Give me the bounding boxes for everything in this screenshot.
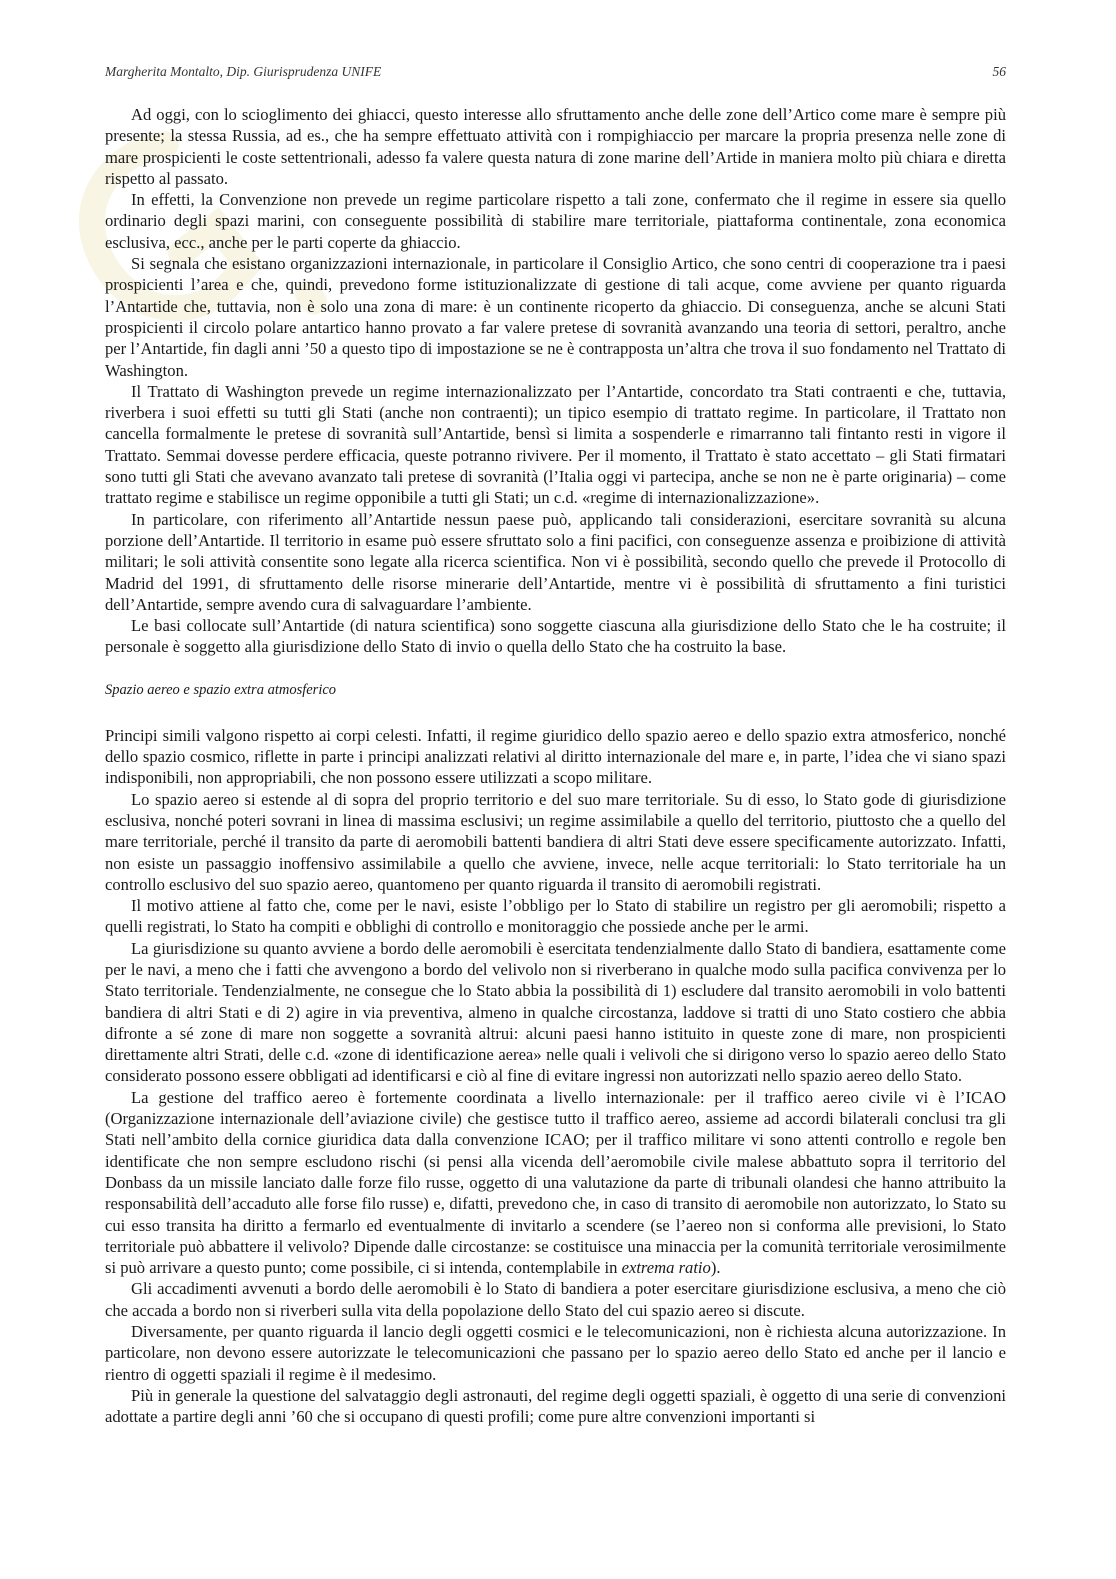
paragraph: In particolare, con riferimento all’Antartide nessun paese può, applicando tali considerazioni, esercitare sovranità su alcuna porzione dell’Antartide. Il territorio in esame può essere sfruttato solo a fini pacifici, con conseguenze assenza e proibizione di attività militari; le soli attività consentite sono legate alla ricerca scientifica. Non vi è possibilità, secondo quello che prevede il Protocollo di Madrid del 1991, di sfruttamento delle risorse minerarie dell’Antartide, mentre vi è possibilità di sfruttamento a fini turistici dell’Antartide, sempre avendo cura di salvaguardare l’ambiente. xyxy=(105,509,1006,614)
document-page xyxy=(105,64,1006,1428)
body-text xyxy=(105,104,1006,1428)
paragraph: In effetti, la Convenzione non prevede un regime particolare rispetto a tali zone, confermato che il regime in essere sia quello ordinario degli spazi marini, con conseguente possibilità di stabilire mare territoriale, piattaforma continentale, zona economica esclusiva, ecc., anche per le parti coperte da ghiaccio. xyxy=(105,190,1006,252)
paragraph-tail: ). xyxy=(710,1258,721,1278)
page-number: 56 xyxy=(992,64,1006,79)
paragraph: Il motivo attiene al fatto che, come per le navi, esiste l’obbligo per lo Stato di stabilire un registro per gli aeromobili; rispetto a quelli registrati, lo Stato ha compiti e obblighi di controllo e monitoraggio che possiede anche per le armi. xyxy=(105,896,1006,937)
page-header xyxy=(105,64,1006,86)
header-author: Margherita Montalto, Dip. Giurisprudenza UNIFE xyxy=(105,64,382,79)
paragraph: Gli accadimenti avvenuti a bordo delle aeromobili è lo Stato di bandiera a poter esercitare giurisdizione esclusiva, a meno che ciò che accada a bordo non si riverberi sulla vita della popolazione dello Stato del cui spazio aereo si discute. xyxy=(105,1279,1006,1320)
paragraph: La giurisdizione su quanto avviene a bordo delle aeromobili è esercitata tendenzialmente dallo Stato di bandiera, esattamente come per le navi, a meno che i fatti che avvengono a bordo del velivolo non si riverberano in qualche modo sulla pacifica convivenza per lo Stato territoriale. Tendenzialmente, ne consegue che lo Stato abbia la possibilità di 1) escludere dal transito aeromobili in volo battenti bandiera di altri Stati e di 2) agire in via preventiva, almeno in qualche circostanza, laddove si tratti di uno Stato costiero che abbia difronte a sé zone di mare non soggette a sovranità altrui: alcuni paesi hanno istituito in queste zone di mare, non prospicienti direttamente altri Strati, delle c.d. «zone di identificazione aerea» nelle quali i velivoli che si dirigono verso lo spazio aereo dello Stato considerato possono essere obbligati ad identificarsi e ciò al fine di evitare ingressi non autorizzati nello spazio aereo dello Stato. xyxy=(105,938,1006,1086)
paragraph: Più in generale la questione del salvataggio degli astronauti, del regime degli oggetti spaziali, è oggetto di una serie di convenzioni adottate a partire degli anni ’60 che si occupano di questi profili; come pure altre convenzioni importanti si xyxy=(105,1385,1006,1427)
paragraph: Diversamente, per quanto riguarda il lancio degli oggetti cosmici e le telecomunicazioni, non è richiesta alcuna autorizzazione. In particolare, non devono essere autorizzate le telecomunicazioni che passano per lo spazio aereo dello Stato ed anche per il lancio e rientro di oggetti spaziali il regime è il medesimo. xyxy=(105,1322,1006,1384)
paragraph: Ad oggi, con lo scioglimento dei ghiacci, questo interesse allo sfruttamento anche delle zone dell’Artico come mare è sempre più presente; la stessa Russia, ad es., che ha sempre effettuato attività con i rompighiaccio per marcare la propria presenza nelle zone di mare prospicienti le coste settentrionali, adesso fa valere questa natura di zone marine dell’Artide in maniera molto più chiara e diretta rispetto al passato. xyxy=(105,105,1006,188)
paragraph: Principi simili valgono rispetto ai corpi celesti. Infatti, il regime giuridico dello spazio aereo e dello spazio extra atmosferico, nonché dello spazio cosmico, riflette in parte i principi analizzati relativi al diritto internazionale del mare e, in parte, l’idea che vi siano spazi indisponibili, non appropriabili, che non possono essere utilizzati a scopo militare. xyxy=(105,725,1006,788)
paragraph: Si segnala che esistano organizzazioni internazionale, in particolare il Consiglio Artico, che sono centri di cooperazione tra i paesi prospicienti l’area e che, quindi, prevedono forme istituzionalizzate di gestione di tali acque, come avviene per quanto riguarda l’Antartide che, tuttavia, non è solo una zona di mare: è un continente ricoperto da ghiaccio. Di conseguenza, anche se alcuni Stati prospicienti il circolo polare antartico hanno provato a far valere pretese di sovranità avanzando una teoria di settori, peraltro, anche per l’Antartide, fin dagli anni ’50 a questo tipo di impostazione se ne è contrapposta un’altra che trova il suo fondamento nel Trattato di Washington. xyxy=(105,254,1006,380)
paragraph: Lo spazio aereo si estende al di sopra del proprio territorio e del suo mare territoriale. Su di esso, lo Stato gode di giurisdizione esclusiva, nonché poteri sovrani in linea di massima esclusivi; un regime assimilabile a quello del territorio, piuttosto che a quello del mare territoriale, perché il transito da parte di aeromobili battenti bandiera di altri Stati deve essere specificamente autorizzato. Infatti, non esiste un passaggio inoffensivo assimilabile a quello che avviene, invece, nelle acque territoriali: lo Stato territoriale ha un controllo esclusivo del suo spazio aereo, quantomeno per quanto riguarda il transito di aeromobili registrati. xyxy=(105,789,1006,894)
paragraph: Il Trattato di Washington prevede un regime internazionalizzato per l’Antartide, concordato tra Stati contraenti e che, tuttavia, riverbera i suoi effetti su tutti gli Stati (anche non contraenti); un tipico esempio di trattato regime. In particolare, il Trattato non cancella formalmente le pretese di sovranità sull’Antartide, bensì si limita a sospenderle e rimarranno tali fintanto resti in vigore il Trattato. Semmai dovesse perdere efficacia, queste potranno rivivere. Per il momento, il Trattato è stato accettato – gli Stati firmatari sono tutti gli Stati che avevano avanzato tali pretese di sovranità (l’Italia oggi vi partecipa, anche se non ne è parte originaria) – come trattato regime e stabilisce un regime opponibile a tutti gli Stati; un c.d. «regime di internazionalizzazione». xyxy=(105,381,1006,508)
section-title: Spazio aereo e spazio extra atmosferico xyxy=(105,681,337,698)
paragraph-text: La gestione del traffico aereo è fortemente coordinata a livello internazionale: per il traffico aereo civile vi è l’ICAO (Organizzazione internazionale dell’aviazione civile) che gestisce tutto il traffico aereo, assieme ad accordi bilaterali conclusi tra gli Stati nell’ambito della cornice giuridica data dalla convenzione ICAO; per il traffico militare vi sono attenti controllo e regole ben identificate che non sempre escludono rischi (si pensi alla vicenda dell’aeromobile civile malese abbattuto sopra il territorio del Donbass da un missile lanciato dalle forze filo russe, oggetto di una valutazione da parte di tribunali olandesi che hanno attribuito la responsabilità dell’accaduto alle forse filo russe) e, difatti, prevedono che, in caso di transito di aeromobile non autorizzato, lo Stato su cui esso transita ha diritto a fermarlo ed eventualmente di invitarlo a scendere (se l’aereo non si conforma alle previsioni, lo Stato territoriale può abbattere il velivolo? Dipende dalle circostanze: se costituisce una minaccia per la comunità territoriale verosimilmente si può arrivare a questo punto; come possibile, ci si intenda, contemplabile in xyxy=(105,1087,1006,1278)
italic-term: extrema ratio xyxy=(621,1258,711,1278)
paragraph: Le basi collocate sull’Antartide (di natura scientifica) sono soggette ciascuna alla giurisdizione dello Stato che le ha costruite; il personale è soggetto alla giurisdizione dello Stato di invio o quella dello Stato che ha costruito la base. xyxy=(105,616,1006,657)
paragraph xyxy=(105,1087,1006,1279)
